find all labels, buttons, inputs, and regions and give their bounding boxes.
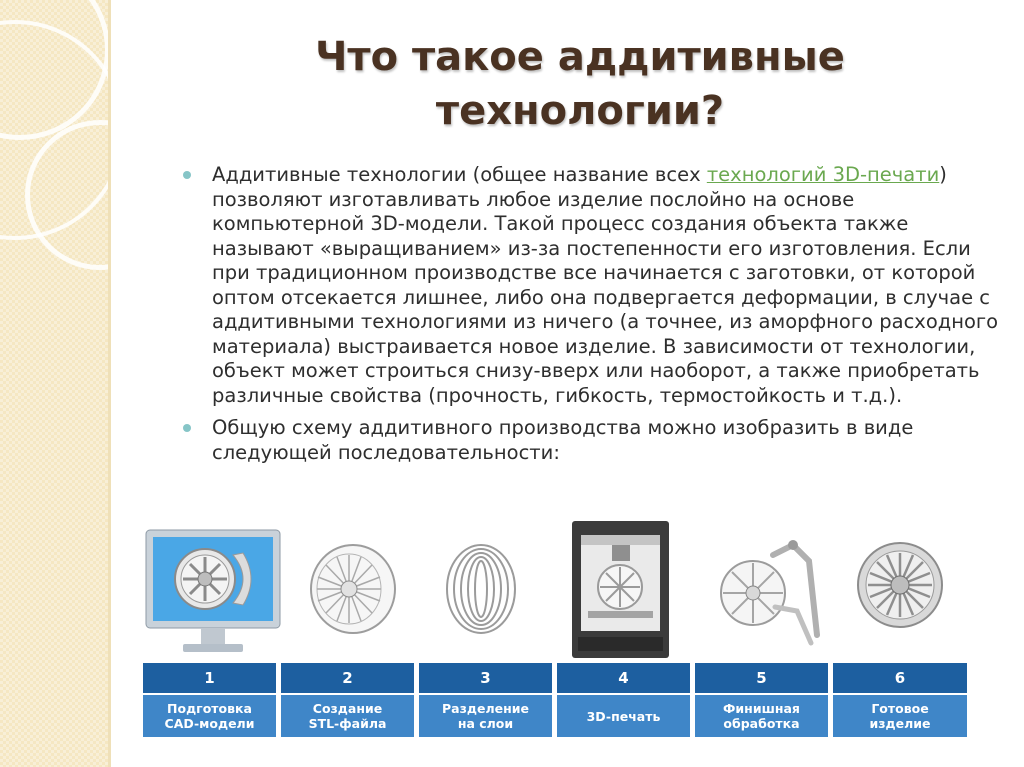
process-step-1: [143, 663, 276, 737]
step-number: 5: [695, 663, 828, 693]
step-label: Готовое изделие: [833, 695, 967, 737]
step-label: 3D-печать: [557, 695, 690, 737]
robot-arm-finishing-icon: [713, 515, 823, 660]
step-label: Подготовка CAD-модели: [143, 695, 276, 737]
3d-printer-icon: [568, 515, 673, 660]
process-step-4: [557, 663, 690, 737]
slide-title: Что такое аддитивные технологии?: [315, 34, 845, 134]
process-step-6: [833, 663, 967, 737]
process-step-5: [695, 663, 828, 737]
wireframe-turbine-icon: [303, 515, 403, 660]
additive-process-diagram: [143, 515, 967, 737]
step-label: Разделение на слои: [419, 695, 552, 737]
paragraph-text-start: Аддитивные технологии (общее название всех: [212, 163, 707, 186]
bullet-dot-icon: [183, 171, 191, 179]
sliced-layers-icon: [441, 515, 521, 660]
step-number: 6: [833, 663, 967, 693]
step-label: Создание STL-файла: [281, 695, 414, 737]
bullet-paragraph-1: [180, 163, 1000, 408]
link-3d-printing-technologies[interactable]: технологий 3D-печати: [706, 163, 940, 186]
process-step-2: [281, 663, 414, 737]
decorative-side-band: [0, 0, 110, 767]
step-label: Финишная обработка: [695, 695, 828, 737]
finished-turbine-icon: [855, 515, 945, 660]
band-edge-divider: [108, 0, 111, 767]
slide-body: [180, 163, 1000, 473]
step-number: 3: [419, 663, 552, 693]
step-number: 2: [281, 663, 414, 693]
paragraph-text: Общую схему аддитивного производства можно изобразить в виде следующей последовательности:: [212, 416, 914, 464]
monitor-with-turbine-icon: [143, 515, 283, 660]
bullet-paragraph-2: [180, 416, 1000, 465]
bullet-dot-icon: [183, 424, 191, 432]
step-number: 1: [143, 663, 276, 693]
step-number: 4: [557, 663, 690, 693]
process-step-3: [419, 663, 552, 737]
paragraph-text-end: ) позволяют изготавливать любое изделие послойно на основе компьютерной 3D-модели. Такой процесс создания объекта также называют «выращиванием» из-за постепенности его изготовления. Если при традиционном производстве все начинается с заготовки, от которой оптом отсекается лишнее, либо она подвергается деформации, в случае с аддитивными технологиями из ничего (а точнее, из аморфного расходного материала) выстраивается новое изделие. В зависимости от технологии, объект может строиться снизу-вверх или наоборот, а также приобретать различные свойства (прочность, гибкость, термостойкость и т.д.).: [212, 163, 999, 407]
